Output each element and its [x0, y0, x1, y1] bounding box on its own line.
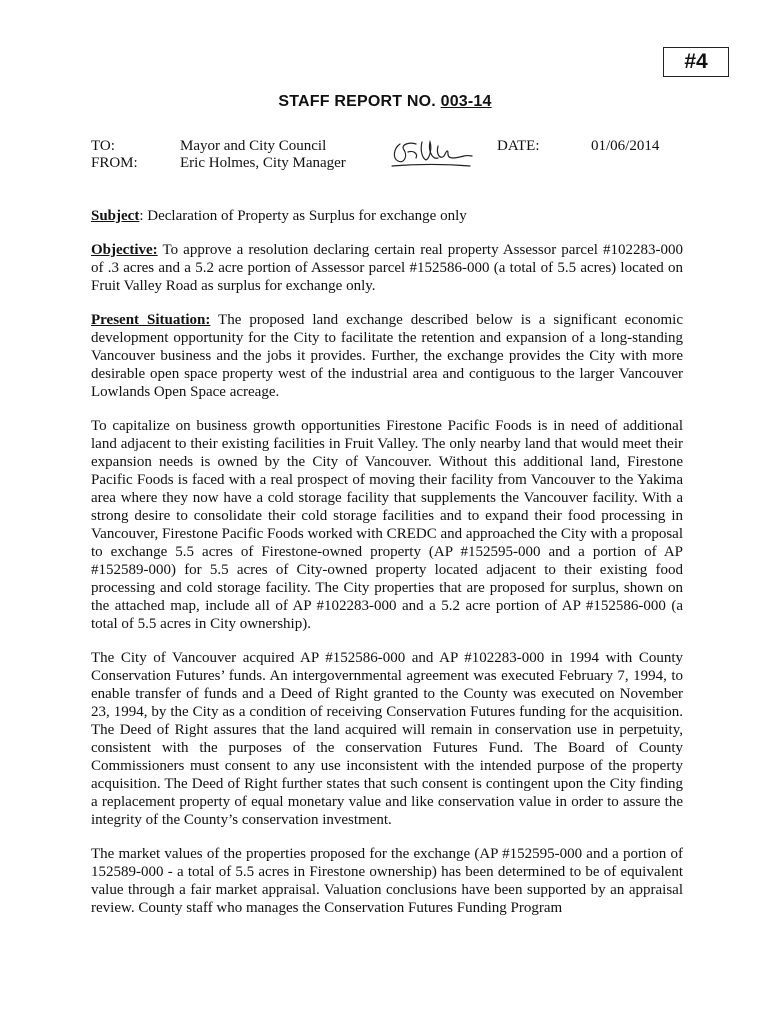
date-label: DATE:	[497, 138, 540, 154]
signature-image	[386, 134, 474, 174]
report-number: 003-14	[440, 93, 492, 110]
report-body	[91, 207, 683, 933]
date-value: 01/06/2014	[591, 138, 660, 154]
objective-text: To approve a resolution declaring certain real property Assessor parcel #102283-000 of .3 acres and a 5.2 acre portion of Assessor parcel #152586-000 (a total of 5.5 acres) located on Fruit Valley Road as surplus for exchange only.	[91, 242, 683, 294]
from-label: FROM:	[91, 155, 138, 171]
body-paragraph: To capitalize on business growth opportunities Firestone Pacific Foods is in need of additional land adjacent to their existing facilities in Fruit Valley. The only nearby land that would meet their expansion needs is owned by the City of Vancouver. Without this additional land, Firestone Pacific Foods is faced with a real prospect of moving their facility from Vancouver to the Yakima area where they now have a cold storage facility that supplements the Vancouver facility. With a strong desire to consolidate their cold storage facilities and to expand their food processing in Vancouver, Firestone Pacific Foods worked with CREDC and approached the City with a proposal to exchange 5.5 acres of Firestone-owned property (AP #152595-000 and a portion of AP #152589-000) for 5.5 acres of City-owned property located adjacent to their existing food processing and cold storage facility. The City properties that are proposed for surplus, shown on the attached map, include all of AP #102283-000 and a 5.2 acre portion of AP #152586-000 (a total of 5.5 acres in City ownership).	[91, 418, 683, 632]
objective-paragraph	[91, 241, 683, 295]
report-title-prefix: STAFF REPORT NO.	[278, 93, 441, 110]
objective-label: Objective:	[91, 242, 158, 258]
page-number-badge: #4	[663, 47, 729, 77]
body-paragraph: The City of Vancouver acquired AP #152586-000 and AP #102283-000 in 1994 with County Conservation Futures’ funds. An intergovernmental agreement was executed February 7, 1994, to enable transfer of funds and a Deed of Right granted to the County was executed on November 23, 1994, by the City as a condition of receiving Conservation Futures funding for the acquisition. The Deed of Right assures that the land acquired will remain in conservation use in perpetuity, consistent with the purposes of the conservation Futures Fund. The Board of County Commissioners must consent to any use inconsistent with the intended purpose of the property acquisition. The Deed of Right further states that such consent is contingent upon the City finding a replacement property of equal monetary value and like conservation value in order to assure the integrity of the County’s conservation investment.	[91, 650, 683, 828]
subject-text: : Declaration of Property as Surplus for exchange only	[139, 208, 467, 224]
present-situation-text: The proposed land exchange described below is a significant economic development opportunity for the City to facilitate the retention and expansion of a long-standing Vancouver business and the jobs it provides. Further, the exchange provides the City with more desirable open space property west of the industrial area and contiguous to the larger Vancouver Lowlands Open Space acreage.	[91, 312, 683, 400]
present-situation-label: Present Situation:	[91, 312, 211, 328]
subject-label: Subject	[91, 208, 140, 224]
from-value: Eric Holmes, City Manager	[180, 155, 346, 171]
to-label: TO:	[91, 138, 115, 154]
report-title	[0, 93, 770, 111]
to-value: Mayor and City Council	[180, 138, 327, 154]
present-situation-paragraph	[91, 311, 683, 401]
body-paragraph: The market values of the properties proposed for the exchange (AP #152595-000 and a portion of 152589-000 - a total of 5.5 acres in Firestone ownership) has been determined to be of equivalent value through a fair market appraisal. Valuation conclusions have been supported by an appraisal review. County staff who manages the Conservation Futures Funding Program	[91, 846, 683, 916]
subject-line	[91, 207, 683, 225]
